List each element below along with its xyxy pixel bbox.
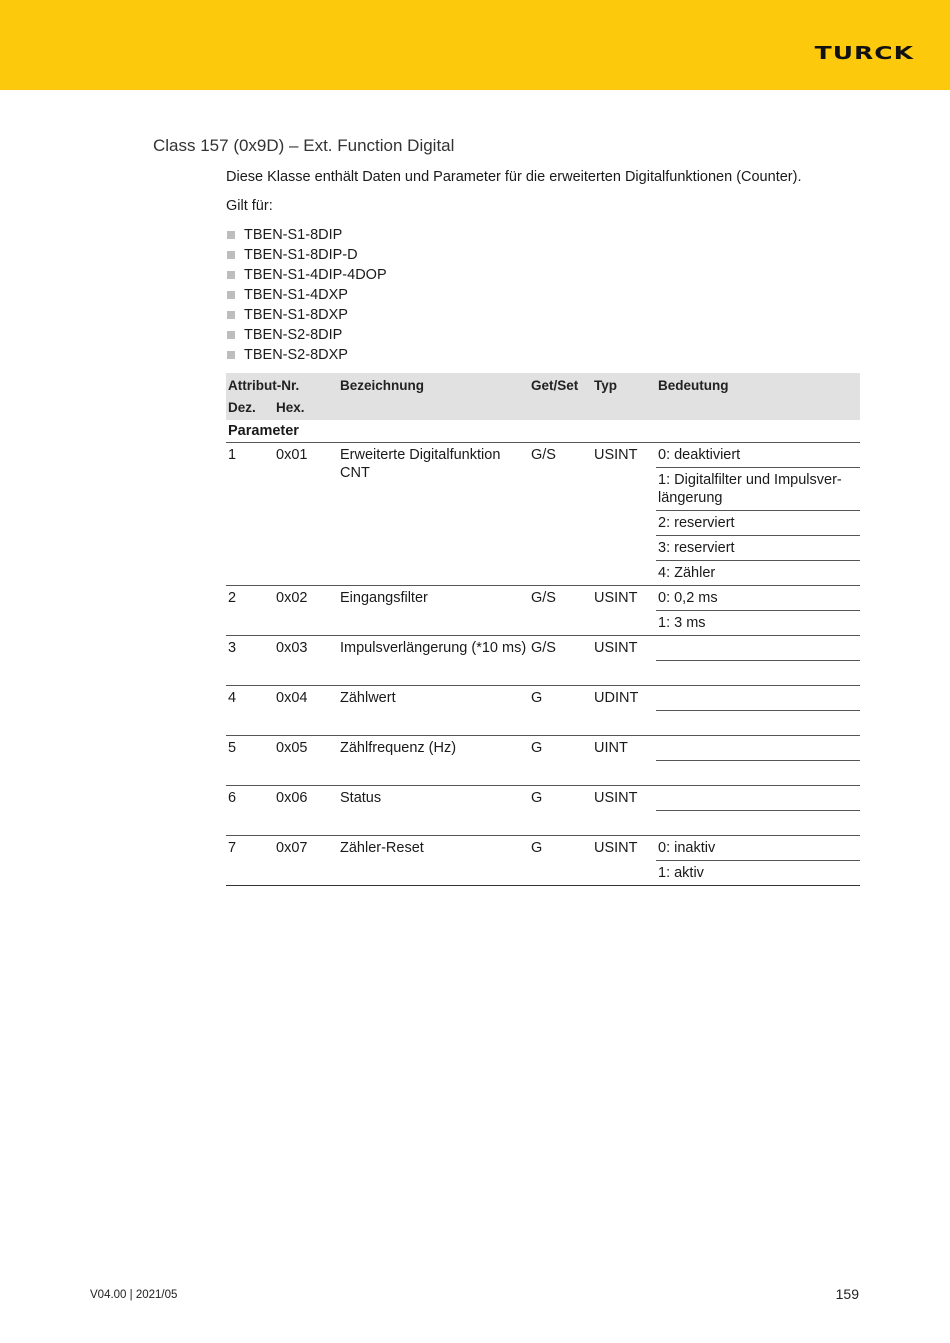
cell-hex: 0x02 xyxy=(274,586,338,636)
header-band xyxy=(0,0,950,90)
list-item: TBEN-S1-8DIP xyxy=(226,226,387,246)
bullet-square-icon xyxy=(227,251,235,259)
cell-getset: G xyxy=(529,686,592,736)
cell-dez: 6 xyxy=(226,786,274,836)
cell-dez: 4 xyxy=(226,686,274,736)
list-item: TBEN-S2-8DXP xyxy=(226,346,387,366)
section-title: Class 157 (0x9D) – Ext. Function Digital xyxy=(153,136,455,155)
bullet-square-icon xyxy=(227,231,235,239)
cell-meaning xyxy=(656,811,860,836)
section-label: Parameter xyxy=(228,423,299,439)
cell-meaning xyxy=(656,711,860,736)
cell-name: Eingangsfilter xyxy=(338,586,529,636)
cell-meaning xyxy=(656,636,860,661)
cell-meaning: 0: inaktiv xyxy=(656,836,860,861)
cell-meaning xyxy=(656,761,860,786)
turck-logo: TURCK xyxy=(814,42,914,64)
cell-getset: G xyxy=(529,736,592,786)
cell-getset: G xyxy=(529,836,592,886)
list-item: TBEN-S1-8DIP-D xyxy=(226,246,387,266)
cell-meaning xyxy=(656,686,860,711)
table-row xyxy=(226,786,860,811)
cell-name: Zähler-Reset xyxy=(338,836,529,886)
cell-meaning: 1: Digitalfilter und Impulsver-längerung xyxy=(656,468,860,511)
cell-typ: USINT xyxy=(592,443,656,586)
cell-name: Zählwert xyxy=(338,686,529,736)
bullet-square-icon xyxy=(227,271,235,279)
cell-hex: 0x05 xyxy=(274,736,338,786)
table-row xyxy=(226,686,860,711)
cell-meaning: 3: reserviert xyxy=(656,536,860,561)
cell-typ: UINT xyxy=(592,736,656,786)
bullet-square-icon xyxy=(227,331,235,339)
cell-dez: 7 xyxy=(226,836,274,886)
cell-dez: 1 xyxy=(226,443,274,586)
cell-hex: 0x03 xyxy=(274,636,338,686)
cell-typ: USINT xyxy=(592,836,656,886)
cell-name: Status xyxy=(338,786,529,836)
cell-meaning xyxy=(656,736,860,761)
cell-getset: G/S xyxy=(529,636,592,686)
cell-typ: UDINT xyxy=(592,686,656,736)
header-dez: Dez. xyxy=(226,397,274,420)
list-item: TBEN-S2-8DIP xyxy=(226,326,387,346)
table-row xyxy=(226,736,860,761)
cell-name: Impulsverlängerung (*10 ms) xyxy=(338,636,529,686)
header-attribut-nr: Attribut-Nr. xyxy=(226,373,338,397)
cell-hex: 0x04 xyxy=(274,686,338,736)
applies-label: Gilt für: xyxy=(226,198,273,214)
cell-meaning: 1: 3 ms xyxy=(656,611,860,636)
header-get-set: Get/Set xyxy=(529,373,592,397)
cell-meaning: 2: reserviert xyxy=(656,511,860,536)
intro-text: Diese Klasse enthält Daten und Parameter für die erweiterten Digitalfunktionen (Counter). xyxy=(226,169,802,185)
cell-name: Zählfrequenz (Hz) xyxy=(338,736,529,786)
page-number: 159 xyxy=(835,1286,859,1302)
cell-getset: G/S xyxy=(529,586,592,636)
cell-hex: 0x01 xyxy=(274,443,338,586)
cell-meaning: 0: 0,2 ms xyxy=(656,586,860,611)
cell-meaning xyxy=(656,661,860,686)
cell-hex: 0x07 xyxy=(274,836,338,886)
table-row xyxy=(226,836,860,861)
list-item: TBEN-S1-4DIP-4DOP xyxy=(226,266,387,286)
header-bedeutung: Bedeutung xyxy=(656,373,860,397)
device-list xyxy=(226,226,387,366)
bullet-square-icon xyxy=(227,291,235,299)
bullet-square-icon xyxy=(227,351,235,359)
cell-name: Erweiterte Digitalfunktion CNT xyxy=(338,443,529,586)
header-typ: Typ xyxy=(592,373,656,397)
cell-hex: 0x06 xyxy=(274,786,338,836)
cell-meaning: 4: Zähler xyxy=(656,561,860,586)
header-bezeichnung: Bezeichnung xyxy=(338,373,529,397)
cell-dez: 3 xyxy=(226,636,274,686)
attribute-table xyxy=(226,373,860,886)
table-row xyxy=(226,586,860,611)
cell-typ: USINT xyxy=(592,786,656,836)
list-item: TBEN-S1-4DXP xyxy=(226,286,387,306)
cell-typ: USINT xyxy=(592,586,656,636)
list-item: TBEN-S1-8DXP xyxy=(226,306,387,326)
bullet-square-icon xyxy=(227,311,235,319)
cell-dez: 5 xyxy=(226,736,274,786)
cell-meaning: 1: aktiv xyxy=(656,861,860,886)
cell-getset: G/S xyxy=(529,443,592,586)
cell-dez: 2 xyxy=(226,586,274,636)
cell-meaning: 0: deaktiviert xyxy=(656,443,860,468)
table-row xyxy=(226,636,860,661)
cell-getset: G xyxy=(529,786,592,836)
header-hex: Hex. xyxy=(274,397,338,420)
footer-version: V04.00 | 2021/05 xyxy=(90,1289,178,1301)
cell-meaning xyxy=(656,786,860,811)
table-row xyxy=(226,443,860,468)
cell-typ: USINT xyxy=(592,636,656,686)
